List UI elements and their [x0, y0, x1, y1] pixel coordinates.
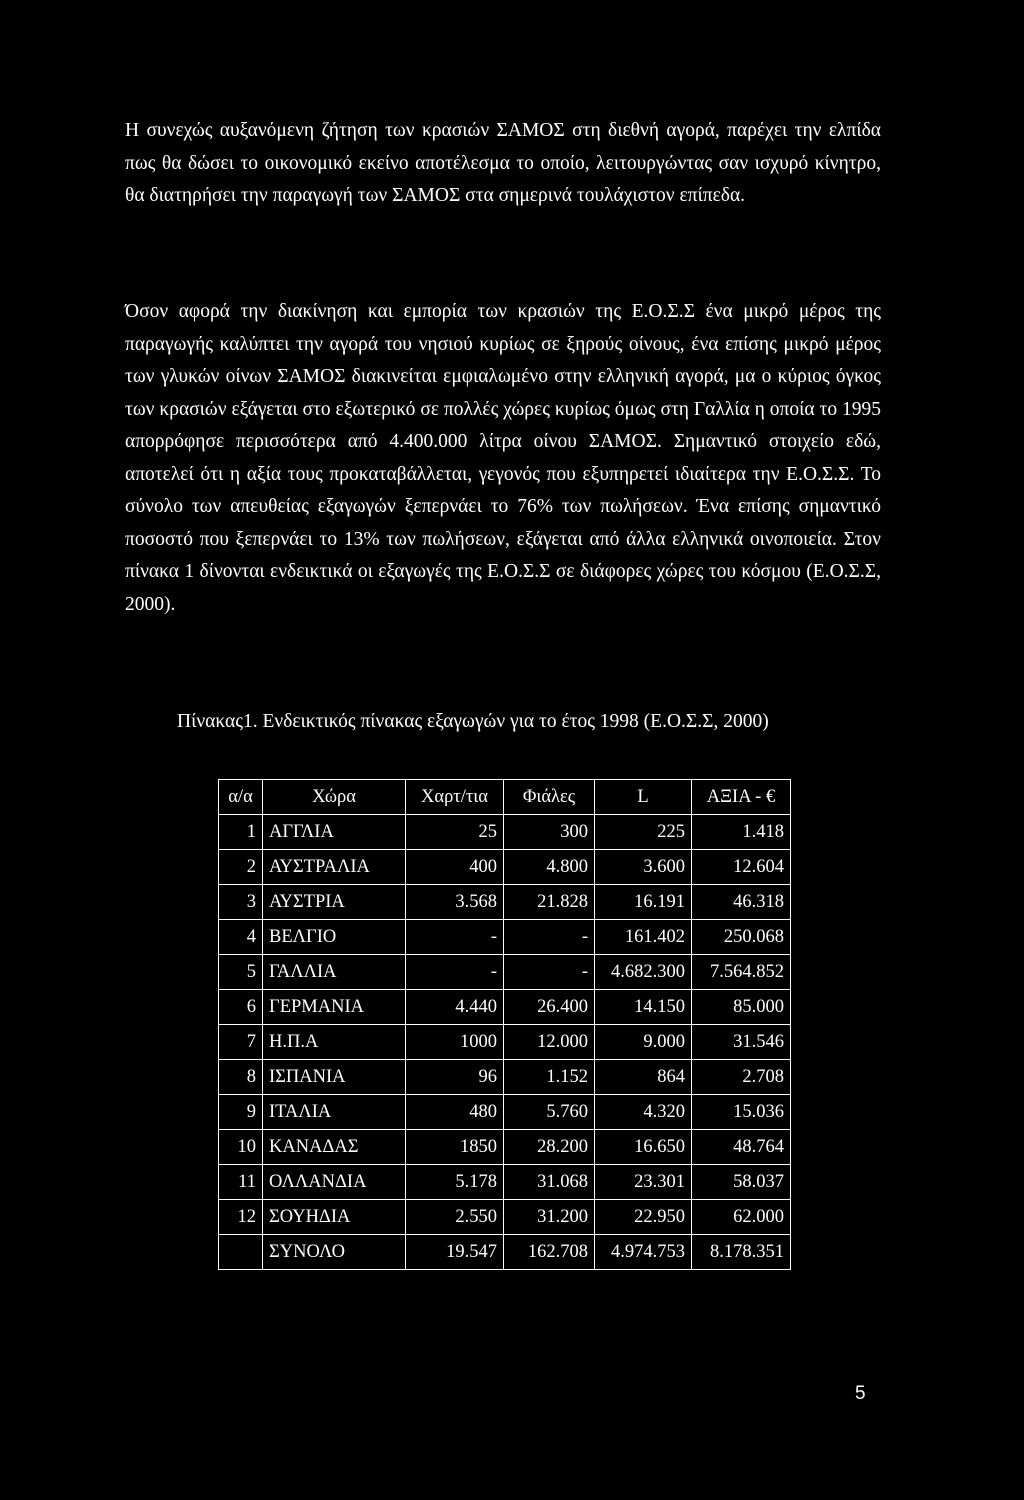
table-row: [219, 885, 791, 920]
cell-country: ΚΑΝΑΔΑΣ: [263, 1130, 406, 1165]
cell-value: 48.764: [692, 1130, 791, 1165]
cell-litres: 864: [595, 1060, 692, 1095]
cell-bottles: 4.800: [504, 850, 595, 885]
cell-country: ΑΥΣΤΡΙΑ: [263, 885, 406, 920]
cell-aa: 7: [219, 1025, 263, 1060]
cell-aa: 2: [219, 850, 263, 885]
cell-aa: 3: [219, 885, 263, 920]
cell-bottles: 28.200: [504, 1130, 595, 1165]
table-row: [219, 1165, 791, 1200]
cell-value: 15.036: [692, 1095, 791, 1130]
cell-litres: 161.402: [595, 920, 692, 955]
cell-litres: 4.320: [595, 1095, 692, 1130]
cell-cartons: 96: [406, 1060, 504, 1095]
header-litres: L: [595, 780, 692, 815]
cell-litres: 14.150: [595, 990, 692, 1025]
cell-cartons: 5.178: [406, 1165, 504, 1200]
header-country: Χώρα: [263, 780, 406, 815]
cell-litres: 4.974.753: [595, 1235, 692, 1270]
cell-cartons: 25: [406, 815, 504, 850]
table-total-row: [219, 1235, 791, 1270]
cell-value: 1.418: [692, 815, 791, 850]
cell-aa: 1: [219, 815, 263, 850]
cell-aa: 6: [219, 990, 263, 1025]
cell-litres: 3.600: [595, 850, 692, 885]
table-row: [219, 1200, 791, 1235]
table-row: [219, 1060, 791, 1095]
cell-cartons: 480: [406, 1095, 504, 1130]
cell-value: 58.037: [692, 1165, 791, 1200]
cell-bottles: -: [504, 955, 595, 990]
cell-bottles: 26.400: [504, 990, 595, 1025]
cell-aa: 10: [219, 1130, 263, 1165]
cell-bottles: 31.200: [504, 1200, 595, 1235]
table-header: [219, 780, 791, 815]
cell-cartons: 4.440: [406, 990, 504, 1025]
cell-country: Η.Π.Α: [263, 1025, 406, 1060]
cell-value: 8.178.351: [692, 1235, 791, 1270]
cell-country: ΣΥΝΟΛΟ: [263, 1235, 406, 1270]
header-bottles: Φιάλες: [504, 780, 595, 815]
cell-country: ΓΕΡΜΑΝΙΑ: [263, 990, 406, 1025]
cell-country: ΓΑΛΛΙΑ: [263, 955, 406, 990]
table-row: [219, 850, 791, 885]
cell-bottles: 300: [504, 815, 595, 850]
cell-litres: 4.682.300: [595, 955, 692, 990]
table-row: [219, 920, 791, 955]
cell-value: 2.708: [692, 1060, 791, 1095]
cell-cartons: 19.547: [406, 1235, 504, 1270]
cell-bottles: 21.828: [504, 885, 595, 920]
cell-aa: 8: [219, 1060, 263, 1095]
table-row: [219, 1025, 791, 1060]
cell-bottles: 5.760: [504, 1095, 595, 1130]
cell-aa: 9: [219, 1095, 263, 1130]
cell-value: 7.564.852: [692, 955, 791, 990]
table-row: [219, 990, 791, 1025]
cell-aa: 11: [219, 1165, 263, 1200]
table-row: [219, 1095, 791, 1130]
cell-country: ΙΤΑΛΙΑ: [263, 1095, 406, 1130]
table-row: [219, 955, 791, 990]
cell-litres: 23.301: [595, 1165, 692, 1200]
cell-country: ΙΣΠΑΝΙΑ: [263, 1060, 406, 1095]
cell-country: ΣΟΥΗΔΙΑ: [263, 1200, 406, 1235]
cell-country: ΑΓΓΛΙΑ: [263, 815, 406, 850]
cell-cartons: 1850: [406, 1130, 504, 1165]
cell-aa: 5: [219, 955, 263, 990]
cell-country: ΑΥΣΤΡΑΛΙΑ: [263, 850, 406, 885]
cell-bottles: 31.068: [504, 1165, 595, 1200]
cell-country: ΒΕΛΓΙΟ: [263, 920, 406, 955]
cell-value: 31.546: [692, 1025, 791, 1060]
cell-country: ΟΛΛΑΝΔΙΑ: [263, 1165, 406, 1200]
cell-aa: 4: [219, 920, 263, 955]
cell-bottles: -: [504, 920, 595, 955]
cell-aa: [219, 1235, 263, 1270]
cell-cartons: 400: [406, 850, 504, 885]
exports-table: [218, 779, 791, 1270]
table-body: [219, 815, 791, 1270]
table-caption: Πίνακας1. Ενδεικτικός πίνακας εξαγωγών για το έτος 1998 (Ε.Ο.Σ.Σ, 2000): [177, 711, 769, 732]
cell-cartons: 3.568: [406, 885, 504, 920]
cell-bottles: 12.000: [504, 1025, 595, 1060]
cell-value: 12.604: [692, 850, 791, 885]
cell-aa: 12: [219, 1200, 263, 1235]
table-row: [219, 815, 791, 850]
cell-value: 62.000: [692, 1200, 791, 1235]
table-row: [219, 1130, 791, 1165]
page-number: 5: [855, 1383, 866, 1404]
header-aa: α/α: [219, 780, 263, 815]
cell-litres: 22.950: [595, 1200, 692, 1235]
header-value: ΑΞΙΑ - €: [692, 780, 791, 815]
cell-cartons: 1000: [406, 1025, 504, 1060]
paragraph-intro: Η συνεχώς αυξανόμενη ζήτηση των κρασιών ΣΑΜΟΣ στη διεθνή αγορά, παρέχει την ελπίδα πως θα δώσει το οικονομικό εκείνο αποτέλεσμα το οποίο, λειτουργώντας σαν ισχυρό κίνητρο, θα διατηρήσει την παραγωγή των ΣΑΜΟΣ στα σημερινά τουλάχιστον επίπεδα.: [125, 120, 881, 206]
cell-value: 250.068: [692, 920, 791, 955]
header-cartons: Χαρτ/τια: [406, 780, 504, 815]
cell-value: 85.000: [692, 990, 791, 1025]
cell-cartons: -: [406, 920, 504, 955]
paragraph-distribution: Όσον αφορά την διακίνηση και εμπορία των κρασιών της Ε.Ο.Σ.Σ ένα μικρό μέρος της παραγωγής καλύπτει την αγορά του νησιού κυρίως σε ξηρούς οίνους, ένα επίσης μικρό μέρος των γλυκών οίνων ΣΑΜΟΣ διακινείται εμφιαλωμένο στην ελληνική αγορά, μα ο κύριος όγκος των κρασιών εξάγεται στο εξωτερικό σε πολλές χώρες κυρίως όμως στη Γαλλία η οποία το 1995 απορρόφησε περισσότερα από 4.400.000 λίτρα οίνου ΣΑΜΟΣ. Σημαντικό στοιχείο εδώ, αποτελεί ότι η αξία τους προκαταβάλλεται, γεγονός που εξυπηρετεί ιδιαίτερα την Ε.Ο.Σ.Σ. Το σύνολο των απευθείας εξαγωγών ξεπερνάει το 76% των πωλήσεων. Ένα επίσης σημαντικό ποσοστό που ξεπερνάει το 13% των πωλήσεων, εξάγεται από άλλα ελληνικά οινοποιεία. Στον πίνακα 1 δίνονται ενδεικτικά οι εξαγωγές της Ε.Ο.Σ.Σ σε διάφορες χώρες του κόσμου (Ε.Ο.Σ.Σ, 2000).: [125, 301, 881, 615]
cell-bottles: 162.708: [504, 1235, 595, 1270]
cell-cartons: 2.550: [406, 1200, 504, 1235]
table-header-row: [219, 780, 791, 815]
cell-bottles: 1.152: [504, 1060, 595, 1095]
cell-litres: 16.650: [595, 1130, 692, 1165]
cell-litres: 9.000: [595, 1025, 692, 1060]
cell-litres: 225: [595, 815, 692, 850]
cell-value: 46.318: [692, 885, 791, 920]
cell-litres: 16.191: [595, 885, 692, 920]
cell-cartons: -: [406, 955, 504, 990]
